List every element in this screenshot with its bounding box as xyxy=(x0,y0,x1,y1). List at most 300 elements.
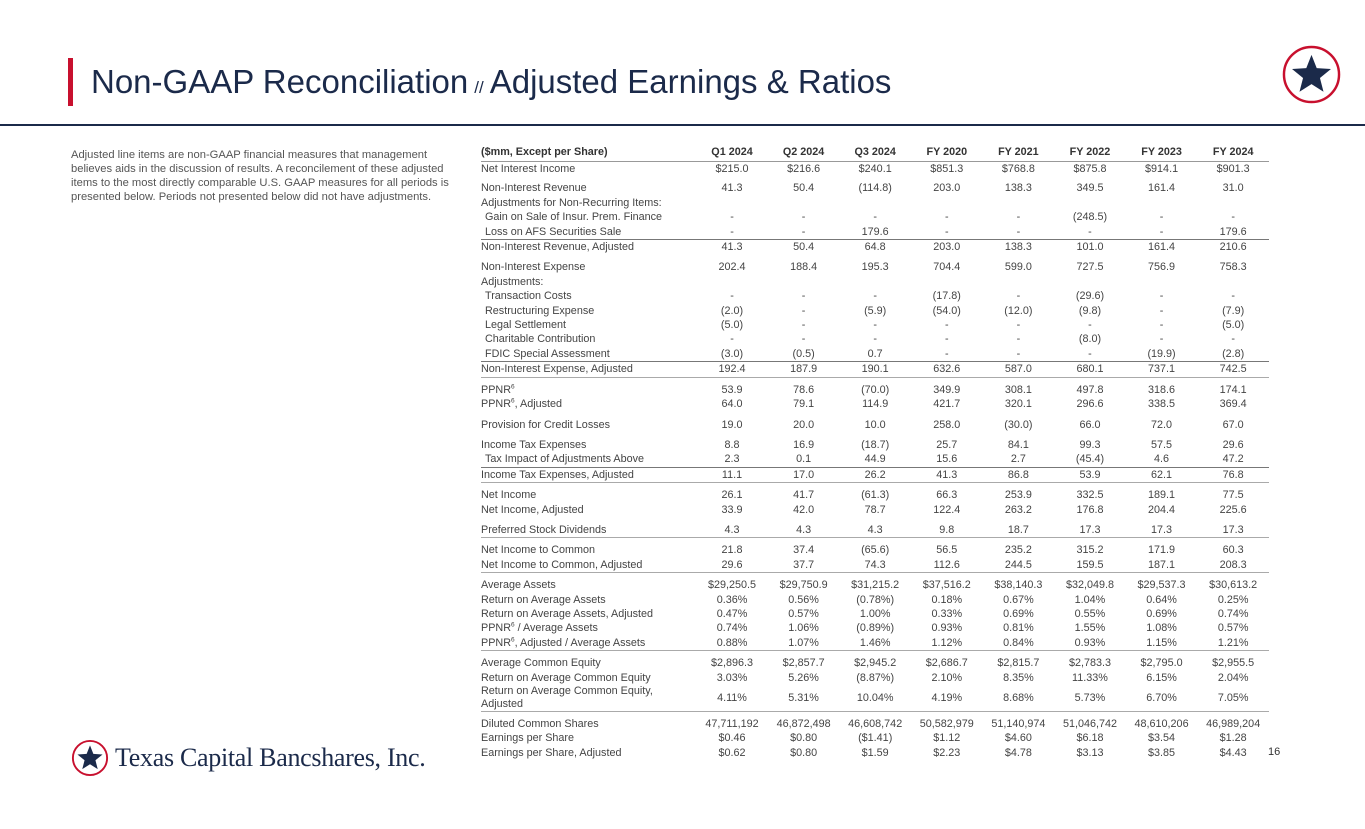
table-cell: (70.0) xyxy=(839,377,911,397)
table-cell xyxy=(983,196,1055,210)
table-cell xyxy=(768,275,840,289)
table-cell: 31.0 xyxy=(1222,182,1244,195)
table-cell: $901.3 xyxy=(1216,163,1250,175)
table-cell: 47.2 xyxy=(1222,453,1244,466)
table-cell: (248.5) xyxy=(1072,211,1108,224)
table-cell: (5.0) xyxy=(720,319,744,332)
table-cell: 756.9 xyxy=(1148,261,1176,274)
row-label: PPNR$^6$, Adjusted xyxy=(481,397,563,411)
row-label: Net Interest Income xyxy=(481,163,576,175)
table-cell: 680.1 xyxy=(1054,362,1126,377)
table-cell: - xyxy=(1231,333,1235,346)
table-cell: 704.4 xyxy=(933,261,961,274)
table-cell: - xyxy=(801,304,806,317)
table-cell: 77.5 xyxy=(1197,483,1269,503)
table-row xyxy=(481,517,1269,538)
table-cell: 9.8 xyxy=(939,523,955,536)
table-cell: $2.23 xyxy=(933,746,961,759)
table-cell: 17.3 xyxy=(1151,523,1173,536)
row-label: FDIC Special Assessment xyxy=(485,347,610,360)
table-cell: 17.3 xyxy=(1079,523,1101,536)
table-cell: 79.1 xyxy=(793,398,815,411)
table-cell: 0.74% xyxy=(1217,607,1249,620)
table-cell: $768.8 xyxy=(1001,163,1035,175)
table-cell: 1.12% xyxy=(931,636,963,649)
table-cell: 33.9 xyxy=(721,503,743,516)
table-cell: 64.8 xyxy=(839,240,911,255)
star-icon xyxy=(1282,45,1341,104)
row-label: PPNR$^6$, Adjusted / Average Assets xyxy=(481,636,646,649)
table-cell: 0.84% xyxy=(1003,636,1034,649)
row-label: Earnings per Share, Adjusted xyxy=(481,746,622,759)
table-row xyxy=(481,397,1269,411)
table-cell: 74.3 xyxy=(864,558,886,571)
table-cell: (5.9) xyxy=(864,304,887,317)
table-cell: 86.8 xyxy=(983,467,1055,482)
table-cell: 320.1 xyxy=(1004,398,1032,411)
table-row xyxy=(481,685,1269,712)
table-cell: 0.36% xyxy=(716,593,748,606)
table-cell: 179.6 xyxy=(1219,225,1247,238)
table-cell: 253.9 xyxy=(983,483,1055,503)
table-cell: 258.0 xyxy=(933,418,961,431)
table-cell: - xyxy=(1016,290,1021,303)
table-cell: 244.5 xyxy=(1004,558,1032,571)
table-cell: - xyxy=(1159,290,1164,303)
table-cell: 29.6 xyxy=(1222,438,1244,451)
table-cell: (65.6) xyxy=(839,538,911,558)
table-cell: 2.04% xyxy=(1217,671,1249,684)
table-cell: 421.7 xyxy=(933,398,961,411)
table-cell: 50.4 xyxy=(768,240,840,255)
table-cell: $1.28 xyxy=(1219,732,1247,745)
table-cell: 101.0 xyxy=(1054,240,1126,255)
table-cell: 8.68% xyxy=(1003,691,1034,704)
table-cell: 0.69% xyxy=(1146,607,1177,620)
table-cell: $875.8 xyxy=(1073,163,1107,175)
table-cell: (12.0) xyxy=(1004,304,1033,317)
table-cell xyxy=(768,196,840,210)
table-row xyxy=(481,240,1269,255)
table-cell: $2,857.7 xyxy=(768,651,840,671)
column-header: Q2 2024 xyxy=(768,144,840,162)
table-cell: $240.1 xyxy=(858,163,892,175)
row-label: Non-Interest Revenue xyxy=(481,182,587,195)
table-cell: 308.1 xyxy=(983,377,1055,397)
row-label: Average Assets xyxy=(481,573,696,593)
title-sub: Adjusted Earnings & Ratios xyxy=(489,63,892,100)
table-cell: 48,610,206 xyxy=(1126,712,1198,732)
row-label: Return on Average Common Equity xyxy=(481,671,651,684)
table-row xyxy=(481,412,1269,432)
table-cell: $4.78 xyxy=(1004,746,1032,759)
row-label: Charitable Contribution xyxy=(485,333,596,346)
table-row xyxy=(481,483,1269,503)
table-cell: - xyxy=(1159,304,1164,317)
table-cell: 4.3 xyxy=(724,523,740,536)
table-cell: 114.9 xyxy=(862,398,889,411)
table-cell: $31,215.2 xyxy=(839,573,911,593)
table-cell: - xyxy=(873,211,877,224)
table-cell: $29,537.3 xyxy=(1126,573,1198,593)
table-cell: - xyxy=(1016,333,1021,346)
table-cell: 64.0 xyxy=(721,398,743,411)
row-label: Earnings per Share xyxy=(481,732,575,745)
table-cell: 192.4 xyxy=(696,362,768,377)
table-cell: 0.81% xyxy=(1003,622,1034,635)
table-row xyxy=(481,432,1269,452)
row-label: Return on Average Assets xyxy=(481,593,606,606)
row-label: Non-Interest Expense, Adjusted xyxy=(481,362,696,377)
table-cell: ($1.41) xyxy=(858,732,893,745)
table-cell: 67.0 xyxy=(1222,418,1244,431)
table-cell: $0.80 xyxy=(790,746,818,759)
table-cell: $0.46 xyxy=(718,732,746,745)
table-cell: (7.9) xyxy=(1222,304,1245,317)
table-cell: 0.33% xyxy=(931,607,963,620)
table-cell: 0.69% xyxy=(1003,607,1034,620)
column-header: FY 2020 xyxy=(911,144,983,162)
table-cell: 0.57% xyxy=(788,607,819,620)
table-cell: 202.4 xyxy=(718,261,746,274)
table-cell: 37.7 xyxy=(793,558,815,571)
table-cell: 138.3 xyxy=(1004,182,1032,195)
table-cell: 122.4 xyxy=(933,503,961,516)
table-cell: 318.6 xyxy=(1126,377,1198,397)
table-row xyxy=(481,651,1269,671)
table-row xyxy=(481,176,1269,195)
table-row xyxy=(481,362,1269,377)
table-cell: - xyxy=(1088,347,1092,360)
table-cell: 332.5 xyxy=(1054,483,1126,503)
table-cell: 0.93% xyxy=(931,622,963,635)
table-cell: 41.7 xyxy=(768,483,840,503)
table-cell: 296.6 xyxy=(1076,398,1104,411)
table-cell: 17.0 xyxy=(768,467,840,482)
table-cell: $1.12 xyxy=(933,732,961,745)
page-title xyxy=(91,58,891,112)
table-row xyxy=(481,671,1269,685)
table-cell: 203.0 xyxy=(911,240,983,255)
table-cell: (54.0) xyxy=(932,304,961,317)
table-cell xyxy=(839,196,911,210)
table-row xyxy=(481,162,1269,177)
table-cell: 62.1 xyxy=(1126,467,1198,482)
table-cell: 349.9 xyxy=(911,377,983,397)
table-cell: 159.5 xyxy=(1076,558,1104,571)
row-label: Income Tax Expenses, Adjusted xyxy=(481,467,696,482)
table-cell xyxy=(1197,275,1269,289)
table-cell: 1.55% xyxy=(1074,622,1106,635)
table-row xyxy=(481,347,1269,362)
table-cell: 225.6 xyxy=(1219,503,1247,516)
logo-star-icon xyxy=(71,739,109,777)
table-row xyxy=(481,558,1269,573)
table-cell: 0.55% xyxy=(1074,607,1106,620)
table-cell: - xyxy=(801,225,806,238)
table-row xyxy=(481,593,1269,607)
table-cell: 315.2 xyxy=(1054,538,1126,558)
table-cell: 1.00% xyxy=(859,607,891,620)
table-row xyxy=(481,712,1269,732)
table-cell: - xyxy=(1159,333,1164,346)
table-row xyxy=(481,746,1269,760)
table-cell: 51,046,742 xyxy=(1054,712,1126,732)
table-cell: 203.0 xyxy=(933,182,961,195)
table-cell: - xyxy=(1088,225,1092,238)
table-row xyxy=(481,538,1269,558)
table-cell: - xyxy=(1159,225,1164,238)
table-cell: 53.9 xyxy=(1054,467,1126,482)
table-cell: 112.6 xyxy=(933,558,960,571)
row-label: Restructuring Expense xyxy=(485,304,595,317)
row-label: PPNR$^6$ / Average Assets xyxy=(481,621,598,635)
row-label: Return on Average Assets, Adjusted xyxy=(481,607,654,620)
table-cell: 2.10% xyxy=(931,671,963,684)
table-cell: 46,608,742 xyxy=(839,712,911,732)
title-main: Non-GAAP Reconciliation xyxy=(91,63,469,100)
table-cell: - xyxy=(944,319,949,332)
page-number: 16 xyxy=(1268,746,1281,758)
table-cell: 204.4 xyxy=(1148,503,1176,516)
table-cell: - xyxy=(944,347,949,360)
table-cell: $37,516.2 xyxy=(911,573,983,593)
table-row xyxy=(481,225,1269,240)
table-cell: (0.78%) xyxy=(856,593,895,606)
table-cell: 758.3 xyxy=(1219,261,1247,274)
table-cell: $2,783.3 xyxy=(1054,651,1126,671)
table-cell: 161.4 xyxy=(1148,182,1176,195)
intro-note: Adjusted line items are non-GAAP financial measures that management believes aids in the discussion of results. A reconcilement of these adjusted items to the most directly comparable U.S. GAAP measures for all periods is presented below. Periods not presented below did not have adjustments. xyxy=(71,149,449,203)
row-label: Gain on Sale of Insur. Prem. Finance xyxy=(485,211,663,224)
table-cell: 0.1 xyxy=(796,453,812,466)
table-cell xyxy=(983,275,1055,289)
table-cell: - xyxy=(801,290,806,303)
table-cell: (29.6) xyxy=(1075,290,1105,303)
table-cell: (61.3) xyxy=(839,483,911,503)
table-cell: 46,989,204 xyxy=(1197,712,1269,732)
row-label: Net Income, Adjusted xyxy=(481,503,584,516)
table-cell: (19.9) xyxy=(1147,347,1176,360)
row-label: Net Income xyxy=(481,483,696,503)
column-header: FY 2024 xyxy=(1197,144,1269,162)
table-cell: 1.21% xyxy=(1217,636,1249,649)
table-cell: (8.87%) xyxy=(856,671,895,684)
table-cell: $0.62 xyxy=(718,746,746,759)
row-label: Non-Interest Revenue, Adjusted xyxy=(481,240,696,255)
table-cell: $29,250.5 xyxy=(696,573,768,593)
table-cell: - xyxy=(730,225,734,238)
table-cell: 338.5 xyxy=(1148,398,1176,411)
table-cell: 208.3 xyxy=(1219,558,1247,571)
header-divider xyxy=(0,124,1365,126)
table-cell: 8.35% xyxy=(1003,671,1034,684)
column-header: Q3 2024 xyxy=(839,144,911,162)
table-row xyxy=(481,275,1269,289)
table-cell: 11.33% xyxy=(1072,671,1108,684)
table-cell: (8.0) xyxy=(1078,333,1102,346)
table-cell xyxy=(1126,196,1198,210)
table-cell: - xyxy=(944,211,949,224)
row-label: Diluted Common Shares xyxy=(481,712,696,732)
table-cell: 369.4 xyxy=(1219,398,1247,411)
table-row xyxy=(481,452,1269,467)
table-row xyxy=(481,289,1269,303)
table-cell: 50.4 xyxy=(793,182,815,195)
table-cell: 1.06% xyxy=(788,622,819,635)
table-cell: 41.3 xyxy=(696,240,768,255)
table-cell: - xyxy=(730,290,734,303)
table-cell: $2,955.5 xyxy=(1197,651,1269,671)
table-cell: 3.03% xyxy=(716,671,748,684)
row-label: Income Tax Expenses xyxy=(481,438,587,451)
table-row xyxy=(481,332,1269,346)
table-cell: $215.0 xyxy=(715,163,749,175)
table-cell: 1.46% xyxy=(859,636,891,649)
table-cell: 0.67% xyxy=(1003,593,1034,606)
table-cell: - xyxy=(1159,211,1164,224)
table-cell: 187.9 xyxy=(768,362,840,377)
table-cell: (2.8) xyxy=(1222,347,1245,360)
table-cell: 10.04% xyxy=(856,691,894,704)
table-cell: 11.1 xyxy=(696,467,768,482)
table-cell: - xyxy=(873,333,877,346)
table-cell: $216.6 xyxy=(787,163,821,175)
row-label: Legal Settlement xyxy=(485,319,567,332)
table-cell xyxy=(839,275,911,289)
table-cell: $32,049.8 xyxy=(1054,573,1126,593)
table-cell: - xyxy=(730,333,734,346)
table-cell: 190.1 xyxy=(839,362,911,377)
table-cell: - xyxy=(1016,347,1021,360)
table-cell: (17.8) xyxy=(932,290,961,303)
row-label: PPNR$^6$ xyxy=(481,377,696,397)
table-cell: - xyxy=(801,333,806,346)
title-accent-bar xyxy=(68,58,73,106)
table-row xyxy=(481,196,1269,210)
table-cell: 0.47% xyxy=(716,607,748,620)
column-header: FY 2022 xyxy=(1054,144,1126,162)
table-cell: 57.5 xyxy=(1151,438,1173,451)
table-cell: 0.93% xyxy=(1074,636,1106,649)
table-cell: 50,582,979 xyxy=(911,712,983,732)
table-cell: - xyxy=(1016,319,1021,332)
table-cell: (30.0) xyxy=(1004,418,1033,431)
table-cell: 742.5 xyxy=(1197,362,1269,377)
table-cell: $3.85 xyxy=(1148,746,1176,759)
table-cell: 4.6 xyxy=(1154,453,1170,466)
table-cell xyxy=(1054,275,1126,289)
table-row xyxy=(481,467,1269,482)
table-cell: $914.1 xyxy=(1145,163,1179,175)
table-cell: 53.9 xyxy=(696,377,768,397)
table-cell: 1.08% xyxy=(1146,622,1177,635)
table-cell: $2,686.7 xyxy=(911,651,983,671)
table-row xyxy=(481,254,1269,274)
table-cell: 5.26% xyxy=(788,671,819,684)
table-cell: 26.1 xyxy=(696,483,768,503)
table-row xyxy=(481,304,1269,318)
table-cell: 161.4 xyxy=(1126,240,1198,255)
table-cell: (114.8) xyxy=(858,182,892,195)
table-cell: 56.5 xyxy=(911,538,983,558)
table-cell: $2,896.3 xyxy=(696,651,768,671)
table-cell: - xyxy=(873,319,877,332)
row-label: Adjustments: xyxy=(481,275,544,288)
table-cell: $2,815.7 xyxy=(983,651,1055,671)
table-cell: 2.7 xyxy=(1010,453,1026,466)
table-cell: 727.5 xyxy=(1076,261,1104,274)
table-cell: (5.0) xyxy=(1222,319,1245,332)
table-cell: - xyxy=(1016,211,1021,224)
table-cell: $6.18 xyxy=(1076,732,1104,745)
table-cell: (45.4) xyxy=(1075,453,1105,466)
table-cell: 29.6 xyxy=(721,558,743,571)
table-cell: 47,711,192 xyxy=(696,712,768,732)
table-row xyxy=(481,636,1269,651)
table-cell: 188.4 xyxy=(790,261,818,274)
table-cell: $851.3 xyxy=(930,163,964,175)
table-cell: 78.7 xyxy=(864,503,886,516)
table-cell: 42.0 xyxy=(793,503,815,516)
table-cell: 46,872,498 xyxy=(768,712,840,732)
table-cell: - xyxy=(944,333,949,346)
table-cell: 189.1 xyxy=(1126,483,1198,503)
table-cell xyxy=(1054,196,1126,210)
table-cell: $1.59 xyxy=(861,746,889,759)
table-cell: 6.15% xyxy=(1146,671,1177,684)
table-cell: 4.3 xyxy=(796,523,812,536)
table-cell: 20.0 xyxy=(793,418,815,431)
table-cell: - xyxy=(1159,319,1164,332)
table-cell: 632.6 xyxy=(911,362,983,377)
table-cell: 5.73% xyxy=(1074,691,1106,704)
table-row xyxy=(481,607,1269,621)
table-row xyxy=(481,503,1269,517)
table-cell: $38,140.3 xyxy=(983,573,1055,593)
table-cell: 26.2 xyxy=(839,467,911,482)
table-row xyxy=(481,318,1269,332)
table-row xyxy=(481,210,1269,224)
table-cell: 76.8 xyxy=(1197,467,1269,482)
table-cell: 497.8 xyxy=(1054,377,1126,397)
reconciliation-table xyxy=(481,144,1269,760)
table-cell: 41.3 xyxy=(911,467,983,482)
table-cell: 78.6 xyxy=(768,377,840,397)
table-cell: 0.57% xyxy=(1217,622,1249,635)
table-row xyxy=(481,573,1269,593)
table-cell: $29,750.9 xyxy=(768,573,840,593)
row-label: Loss on AFS Securities Sale xyxy=(485,225,622,238)
table-cell: $4.60 xyxy=(1004,732,1032,745)
table-cell: - xyxy=(1231,211,1235,224)
table-cell: 174.1 xyxy=(1197,377,1269,397)
table-cell: 138.3 xyxy=(983,240,1055,255)
table-cell: - xyxy=(1016,225,1021,238)
table-cell: 0.56% xyxy=(788,593,819,606)
table-cell: - xyxy=(801,211,806,224)
table-cell: 0.18% xyxy=(931,593,963,606)
row-label: Transaction Costs xyxy=(485,290,572,303)
table-row xyxy=(481,621,1269,635)
table-cell: 41.3 xyxy=(721,182,743,195)
table-cell: 0.7 xyxy=(867,347,883,360)
row-label: Non-Interest Expense xyxy=(481,261,586,274)
row-label: Adjustments for Non-Recurring Items: xyxy=(481,196,662,209)
title-separator: // xyxy=(474,78,484,97)
table-cell: 8.8 xyxy=(724,438,740,451)
table-cell: 210.6 xyxy=(1197,240,1269,255)
